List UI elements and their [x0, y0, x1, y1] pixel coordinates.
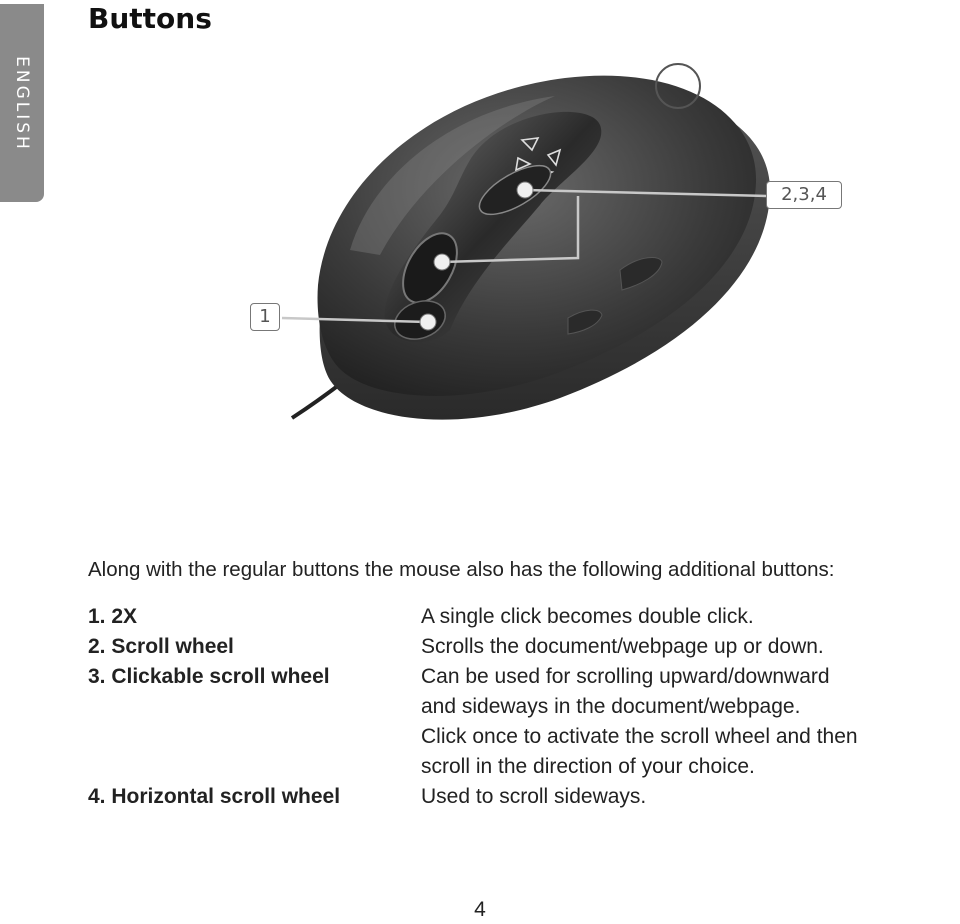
intro-text: Along with the regular buttons the mouse also has the following additional buttons: — [88, 558, 835, 581]
description-line: Used to scroll sideways. — [421, 785, 647, 808]
list-item — [88, 632, 948, 662]
button-description — [421, 662, 948, 782]
page-title: Buttons — [88, 2, 212, 35]
description-line: scroll in the direction of your choice. — [421, 755, 755, 778]
callout-label-1: 1 — [250, 303, 280, 331]
button-name: 4. Horizontal scroll wheel — [88, 785, 341, 808]
description-line: Click once to activate the scroll wheel and then — [421, 725, 858, 748]
callout-label-2-3-4: 2,3,4 — [766, 181, 842, 209]
description-line: Can be used for scrolling upward/downward — [421, 665, 830, 688]
list-item — [88, 662, 948, 782]
list-item — [88, 602, 948, 632]
button-description — [421, 632, 948, 662]
list-item — [88, 782, 948, 812]
button-description — [421, 602, 948, 632]
button-description — [421, 782, 948, 812]
button-name: 2. Scroll wheel — [88, 635, 234, 658]
buttons-list — [88, 602, 948, 812]
description-line: and sideways in the document/webpage. — [421, 695, 801, 718]
description-line: A single click becomes double click. — [421, 605, 754, 628]
description-line: Scrolls the document/webpage up or down. — [421, 635, 824, 658]
language-tab-label: ENGLISH — [12, 56, 32, 152]
button-name: 1. 2X — [88, 605, 138, 628]
button-name: 3. Clickable scroll wheel — [88, 665, 330, 688]
page-number: 4 — [474, 898, 486, 921]
